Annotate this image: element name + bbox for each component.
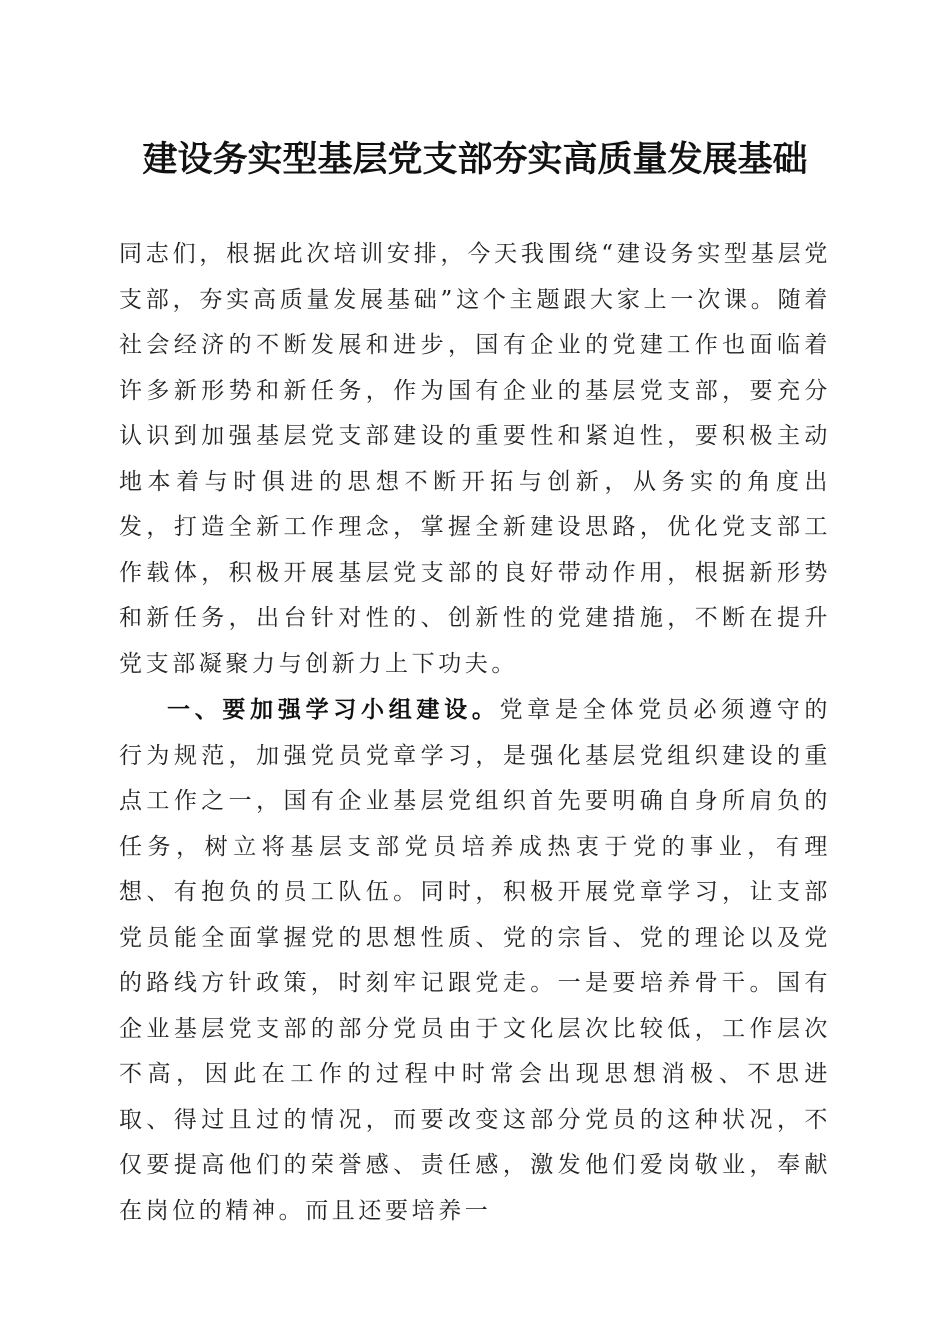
section-one-heading: 一、要加强学习小组建设。 bbox=[167, 696, 500, 723]
intro-paragraph bbox=[119, 232, 831, 687]
section-one-text: 党章是全体党员必须遵守的行为规范，加强党员党章学习，是强化基层党组织建设的重点工作之一，国有企业基层党组织首先要明确自身所肩负的任务，树立将基层支部党员培养成热衷于党的事业，有理想、有抱负的员工队伍。同时，积极开展党章学习，让支部党员能全面掌握党的思想性质、党的宗旨、党的理论以及党的路线方针政策，时刻牢记跟党走。一是要培养骨干。国有企业基层党支部的部分党员由于文化层次比较低，工作层次不高，因此在工作的过程中时常会出现思想消极、不思进取、得过且过的情况，而要改变这部分党员的这种状况，不仅要提高他们的荣誉感、责任感，激发他们爱岗敬业，奉献在岗位的精神。而且还要培养一 bbox=[119, 697, 832, 1224]
intro-paragraph-text: 同志们，根据此次培训安排，今天我围绕“建设务实型基层党支部，夯实高质量发展基础”这个主题跟大家上一次课。随着社会经济的不断发展和进步，国有企业的党建工作也面临着许多新形势和新任务，作为国有企业的基层党支部，要充分认识到加强基层党支部建设的重要性和紧迫性，要积极主动地本着与时俱进的思想不断开拓与创新，从务实的角度出发，打造全新工作理念，掌握全新建设思路，优化党支部工作载体，积极开展基层党支部的良好带动作用，根据新形势和新任务，出台针对性的、创新性的党建措施，不断在提升党支部凝聚力与创新力上下功夫。 bbox=[119, 241, 831, 677]
document-title: 建设务实型基层党支部夯实高质量发展基础 bbox=[142, 139, 808, 180]
section-one-paragraph bbox=[119, 687, 831, 1234]
document-body bbox=[119, 232, 831, 1234]
